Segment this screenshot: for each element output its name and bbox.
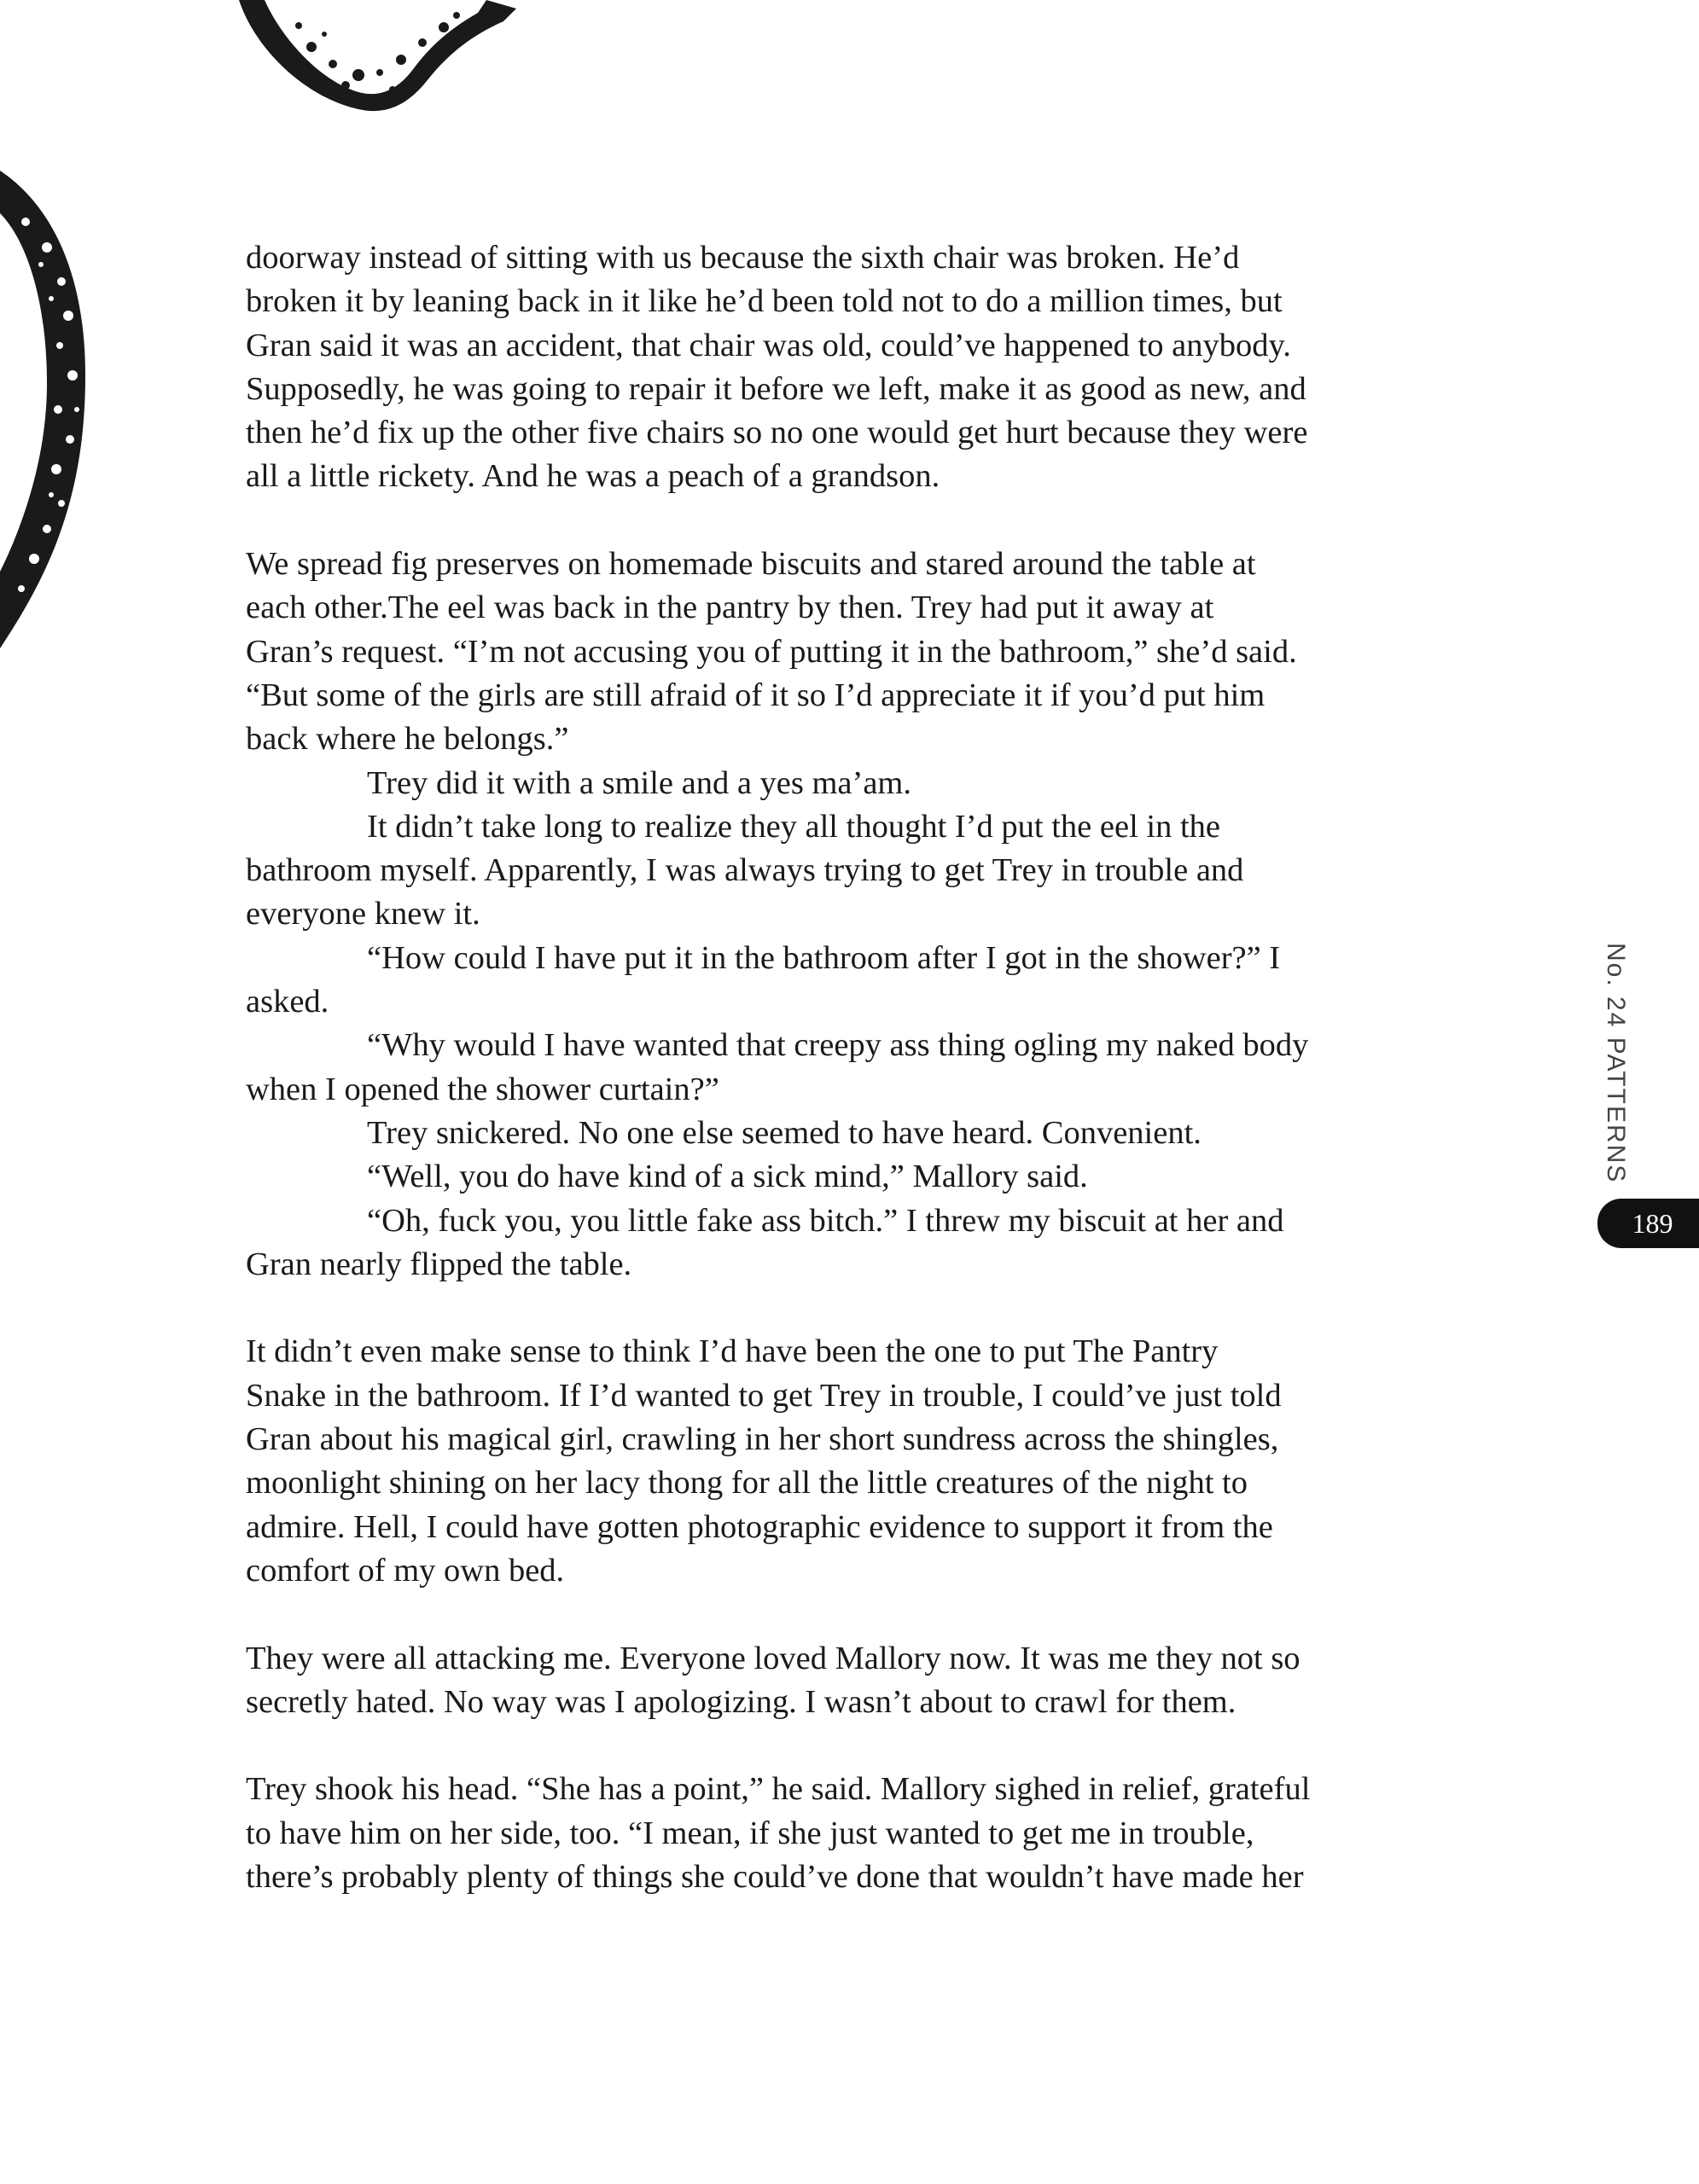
text-line: We spread fig preserves on homemade biscuits and stared around the table at [246, 546, 1256, 583]
text-line: Trey shook his head. “She has a point,” he said. Mallory sighed in relief, grateful [246, 1771, 1311, 1808]
text-line: “How could I have put it in the bathroom after I got in the shower?” I [367, 939, 1281, 976]
text-line: Gran nearly flipped the table. [246, 1246, 632, 1282]
text-line: “Well, you do have kind of a sick mind,” Mallory said. [367, 1159, 1088, 1195]
text-line: everyone knew it. [246, 896, 480, 932]
snake-illustration-top [230, 0, 538, 119]
text-line: to have him on her side, too. “I mean, if she just wanted to get me in trouble, [246, 1815, 1254, 1851]
text-line: It didn’t even make sense to think I’d have been the one to put The Pantry [246, 1333, 1219, 1370]
text-line: Gran about his magical girl, crawling in her short sundress across the shingles, [246, 1421, 1279, 1458]
text-line: broken it by leaning back in it like he’d been told not to do a million times, but [246, 283, 1283, 320]
text-line: moonlight shining on her lacy thong for all the little creatures of the night to [246, 1465, 1248, 1502]
text-line: Trey snickered. No one else seemed to have heard. Convenient. [367, 1114, 1202, 1151]
paragraph-gap [246, 1593, 1436, 1636]
page-number: 189 [1597, 1199, 1699, 1248]
text-line: comfort of my own bed. [246, 1552, 565, 1589]
text-line: back where he belongs.” [246, 721, 569, 758]
text-line: “Oh, fuck you, you little fake ass bitch.” I threw my biscuit at her and [367, 1202, 1284, 1239]
paragraph-gap [246, 1724, 1436, 1768]
paragraph-gap [246, 499, 1436, 543]
running-head [1589, 943, 1640, 1199]
text-line: Snake in the bathroom. If I’d wanted to get Trey in trouble, I could’ve just told [246, 1377, 1282, 1414]
paragraph-gap [246, 1287, 1436, 1330]
text-line: It didn’t take long to realize they all thought I’d put the eel in the [367, 808, 1221, 845]
text-line: when I opened the shower curtain?” [246, 1071, 719, 1107]
text-line: admire. Hell, I could have gotten photographic evidence to support it from the [246, 1508, 1273, 1545]
text-line: each other.The eel was back in the pantry by then. Trey had put it away at [246, 590, 1214, 626]
text-line: Trey did it with a smile and a yes ma’am. [367, 764, 911, 801]
text-line: “Why would I have wanted that creepy ass thing ogling my naked body [367, 1027, 1309, 1064]
text-line: doorway instead of sitting with us because the sixth chair was broken. He’d [246, 240, 1240, 276]
text-line: asked. [246, 984, 329, 1020]
snake-illustration-left [0, 171, 102, 648]
running-head-text: No. 24 PATTERNS [1602, 943, 1630, 1184]
body-text [246, 236, 1436, 1899]
text-line: Supposedly, he was going to repair it before we left, make it as good as new, and [246, 370, 1306, 407]
text-line: bathroom myself. Apparently, I was always trying to get Trey in trouble and [246, 852, 1244, 889]
text-line: “But some of the girls are still afraid of it so I’d appreciate it if you’d put him [246, 677, 1266, 713]
text-line: then he’d fix up the other five chairs so no one would get hurt because they were [246, 415, 1308, 451]
text-line: Gran’s request. “I’m not accusing you of putting it in the bathroom,” she’d said. [246, 633, 1297, 670]
text-line: there’s probably plenty of things she could’ve done that wouldn’t have made her [246, 1858, 1304, 1895]
text-line: Gran said it was an accident, that chair was old, could’ve happened to anybody. [246, 327, 1291, 363]
text-line: They were all attacking me. Everyone loved Mallory now. It was me they not so [246, 1640, 1300, 1676]
text-line: secretly hated. No way was I apologizing. I wasn’t about to crawl for them. [246, 1683, 1236, 1720]
text-line: all a little rickety. And he was a peach of a grandson. [246, 458, 940, 495]
